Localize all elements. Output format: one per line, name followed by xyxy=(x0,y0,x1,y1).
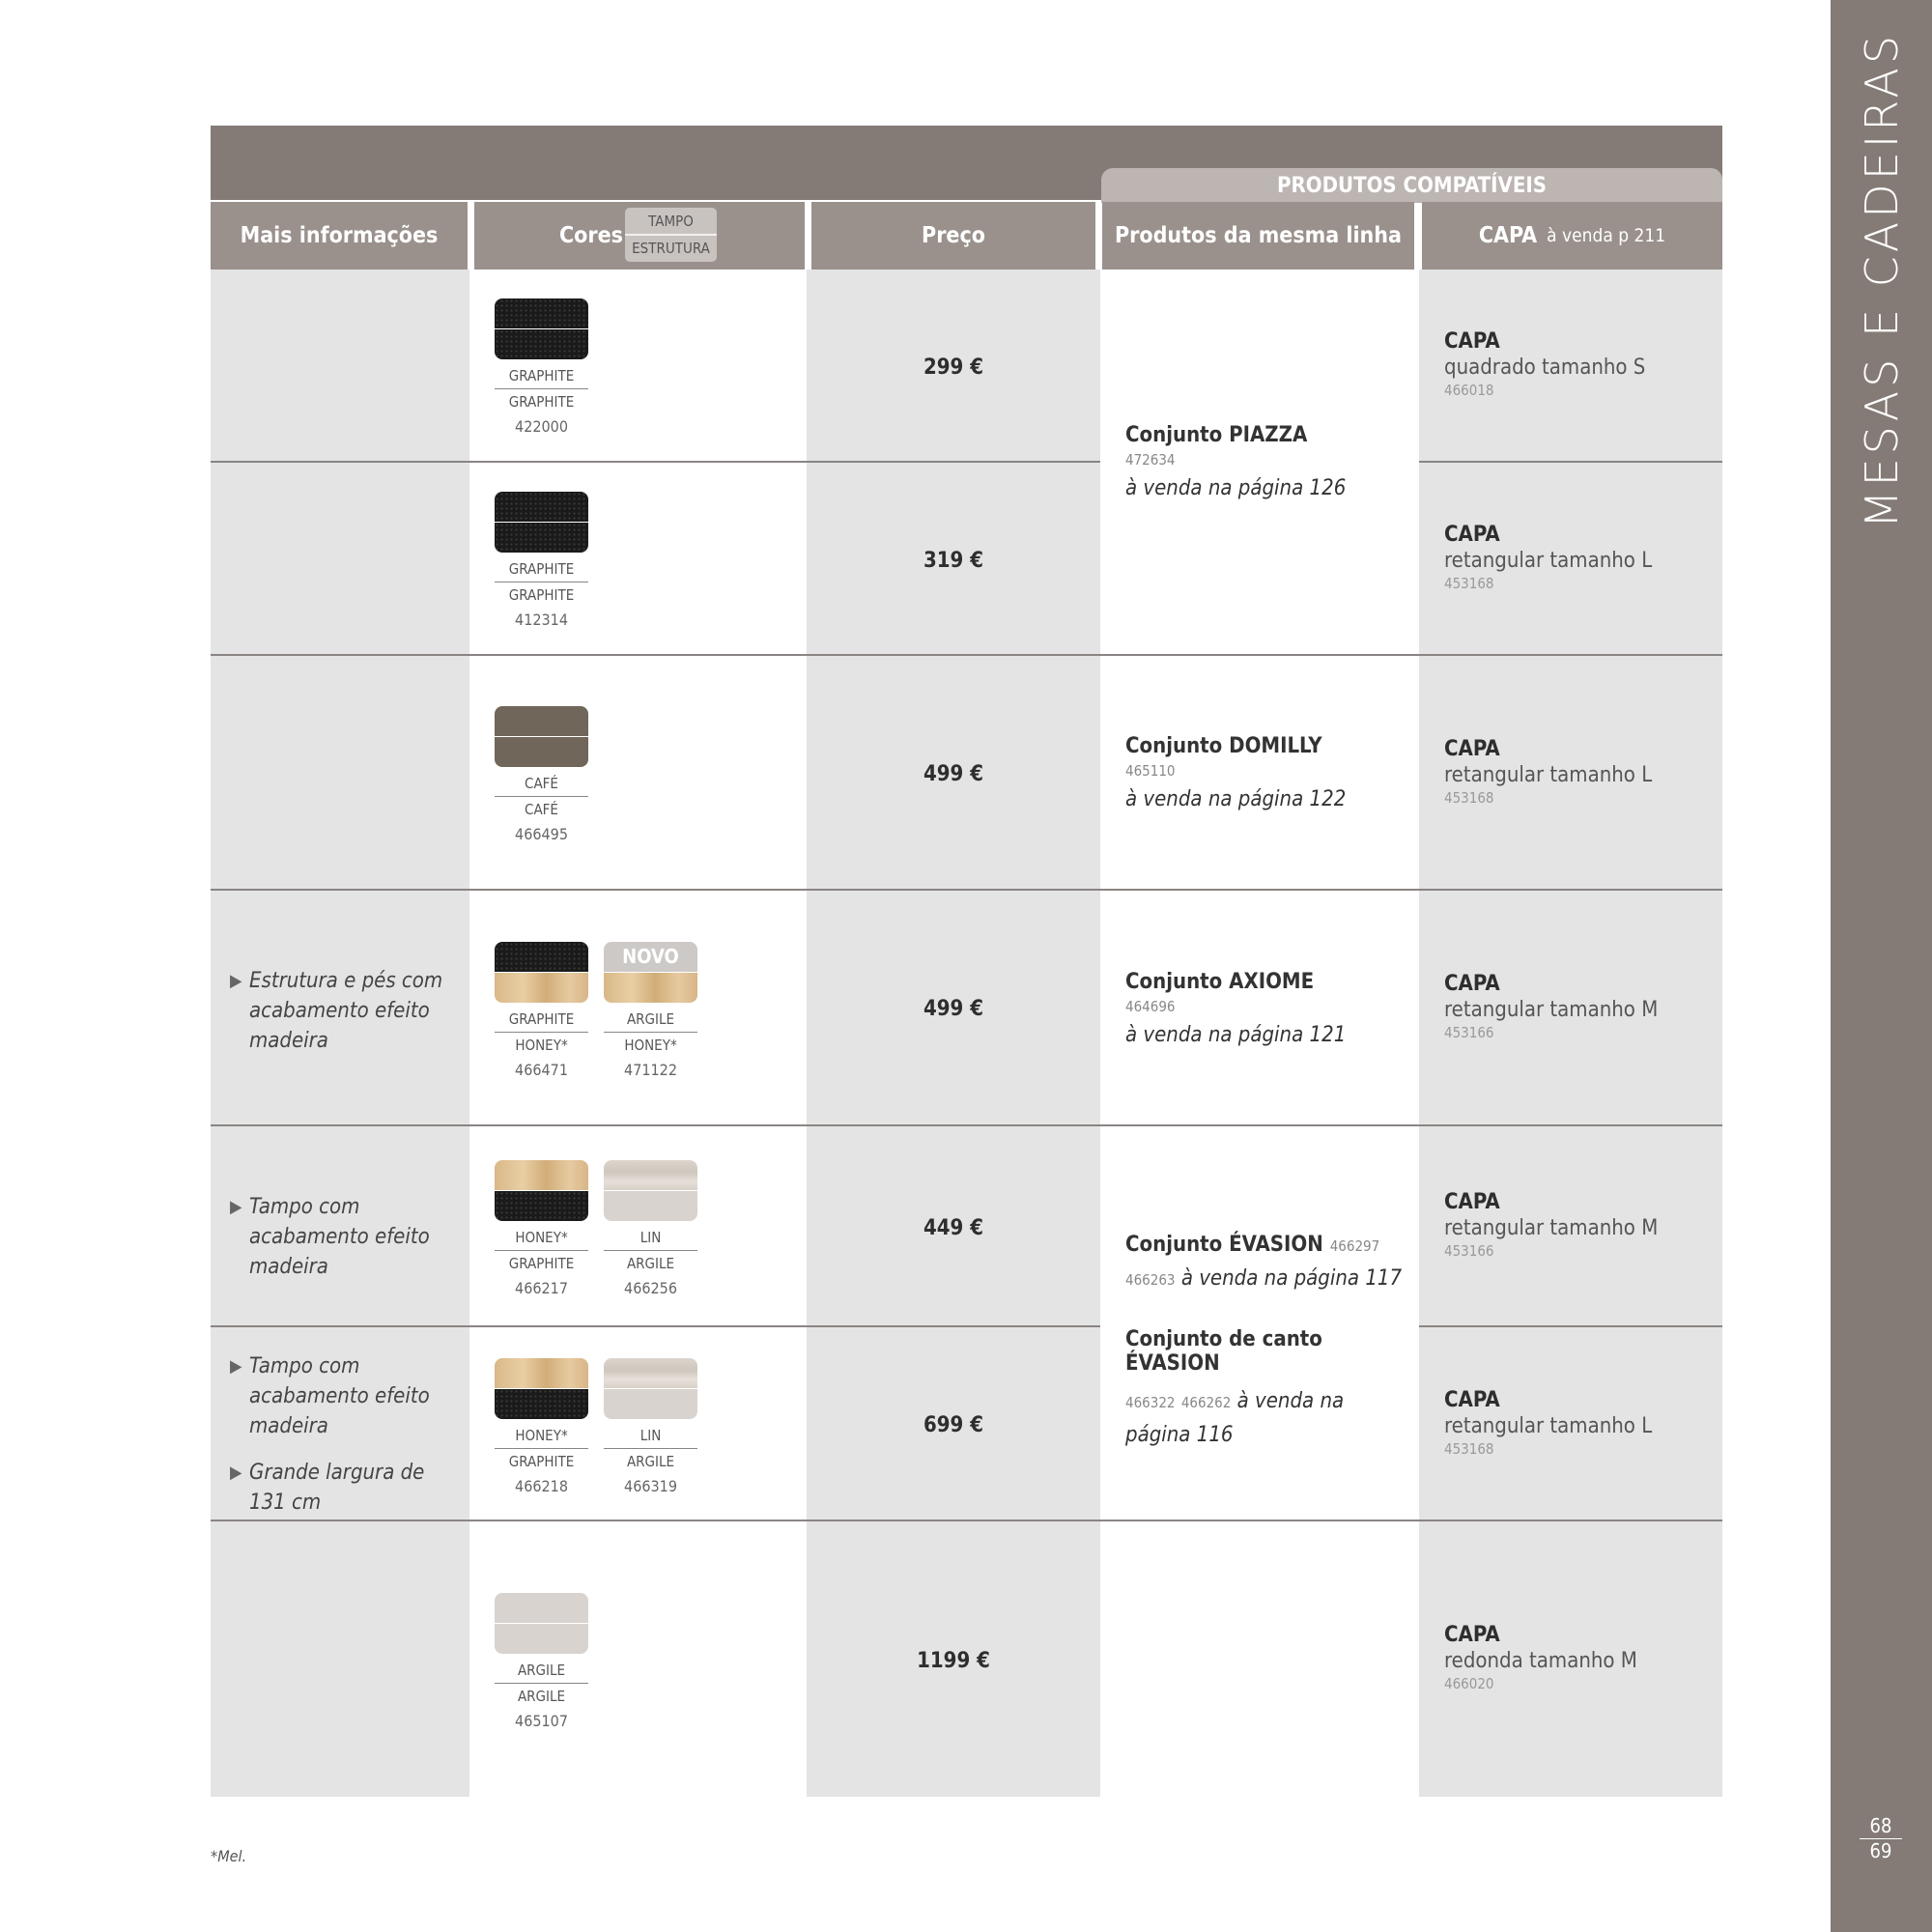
row-divider xyxy=(211,889,1722,891)
product-code: 465110 xyxy=(1125,762,1176,780)
capa-desc: retangular tamanho L xyxy=(1444,1414,1653,1438)
capa-block xyxy=(1444,972,1715,1041)
capa-desc: quadrado tamanho S xyxy=(1444,355,1646,380)
swatch-code: 466471 xyxy=(515,1061,568,1079)
product-name: Conjunto AXIOME xyxy=(1125,970,1315,994)
page-number-left: 68 xyxy=(1869,1814,1892,1837)
capa-desc: retangular tamanho M xyxy=(1444,1216,1659,1240)
product-name: Conjunto DOMILLY xyxy=(1125,734,1322,758)
legend-tampo: TAMPO xyxy=(625,208,717,236)
product-name: Conjunto PIAZZA xyxy=(1125,423,1308,447)
product-evasion xyxy=(1125,1233,1415,1291)
swatch xyxy=(495,1358,588,1499)
row-divider xyxy=(211,654,1722,656)
swatch-top-label: GRAPHITE xyxy=(495,1007,588,1033)
price: 319 € xyxy=(923,549,983,573)
more-info xyxy=(230,1351,462,1441)
product-code: 472634 xyxy=(1125,451,1176,469)
capa-code: 453168 xyxy=(1444,1440,1494,1458)
capa-desc: retangular tamanho M xyxy=(1444,998,1659,1022)
swatch-code: 465107 xyxy=(515,1712,568,1730)
bullet-triangle-icon: ▶ xyxy=(230,1197,242,1217)
swatch xyxy=(604,1160,697,1301)
swatch-bottom-label: HONEY* xyxy=(624,1037,677,1054)
price: 449 € xyxy=(923,1216,983,1240)
product-piazza xyxy=(1125,423,1415,500)
swatch-bottom-label: HONEY* xyxy=(515,1037,568,1054)
swatch-top-label: LIN xyxy=(604,1423,697,1449)
product-availability xyxy=(1125,1385,1415,1452)
more-info xyxy=(230,966,462,1056)
color-legend xyxy=(625,208,717,262)
capa-block xyxy=(1444,737,1715,807)
row-divider xyxy=(211,1124,1722,1126)
product-name xyxy=(1125,1233,1415,1257)
price: 699 € xyxy=(923,1413,983,1437)
capa-title: CAPA xyxy=(1444,523,1500,547)
capa-title: CAPA xyxy=(1444,329,1500,354)
product-evasion-corner xyxy=(1125,1327,1415,1452)
capa-title: CAPA xyxy=(1444,1623,1500,1647)
footnote: *Mel. xyxy=(211,1847,247,1865)
info-text: Tampo com acabamento efeito madeira xyxy=(249,1195,430,1279)
capa-code: 453168 xyxy=(1444,789,1494,807)
swatch xyxy=(495,942,588,1083)
info-text: Tampo com acabamento efeito madeira xyxy=(249,1354,430,1438)
product-availability-text: à venda na xyxy=(1236,1389,1345,1413)
capa-title: CAPA xyxy=(1444,1190,1500,1214)
capa-title: CAPA xyxy=(1444,1388,1500,1412)
color-chip xyxy=(495,1160,588,1221)
swatch xyxy=(495,492,588,633)
swatch-top-label: ARGILE xyxy=(495,1658,588,1684)
capa-code: 453168 xyxy=(1444,575,1494,592)
swatch-bottom-label: ARGILE xyxy=(517,1688,566,1705)
legend-estrutura: ESTRUTURA xyxy=(632,240,710,257)
swatch-bottom-label: CAFÉ xyxy=(525,801,558,818)
swatch xyxy=(604,1358,697,1499)
swatch-bottom-label: ARGILE xyxy=(626,1453,675,1470)
novo-badge: NOVO xyxy=(622,945,679,968)
swatch xyxy=(495,298,588,440)
capa-desc: redonda tamanho M xyxy=(1444,1649,1637,1673)
swatch-new xyxy=(604,942,697,1083)
swatch-bottom-label: ARGILE xyxy=(626,1255,675,1272)
capa-desc: retangular tamanho L xyxy=(1444,549,1653,573)
header-preco-label: Preço xyxy=(922,223,985,248)
capa-block xyxy=(1444,329,1715,399)
swatch xyxy=(495,706,588,847)
bullet-triangle-icon: ▶ xyxy=(230,1463,242,1483)
product-availability: à venda na página 122 xyxy=(1125,787,1347,811)
header-produtos xyxy=(1102,202,1414,270)
header-preco xyxy=(811,202,1095,270)
header-produtos-label: Produtos da mesma linha xyxy=(1115,223,1402,248)
swatch-bottom-label: GRAPHITE xyxy=(508,393,575,411)
color-chip xyxy=(604,1358,697,1419)
swatch-top-label: CAFÉ xyxy=(495,771,588,797)
swatch-code: 412314 xyxy=(515,611,568,629)
row-divider xyxy=(1419,1325,1722,1327)
product-availability: à venda na página 126 xyxy=(1125,476,1347,500)
price: 499 € xyxy=(923,997,983,1021)
product-code: 466322 xyxy=(1125,1394,1176,1411)
product-name: Conjunto de canto ÉVASION xyxy=(1125,1327,1322,1376)
capa-block xyxy=(1444,1388,1715,1458)
swatch-bottom-label: GRAPHITE xyxy=(508,1453,575,1470)
swatch-code: 466495 xyxy=(515,825,568,843)
swatch-top-label: HONEY* xyxy=(495,1225,588,1251)
header-capa-label: CAPA xyxy=(1478,223,1538,248)
swatch-top-label: GRAPHITE xyxy=(495,556,588,582)
swatch-top-label: ARGILE xyxy=(604,1007,697,1033)
product-code: 466262 xyxy=(1180,1394,1232,1411)
row-divider xyxy=(211,1325,1100,1327)
column-preco xyxy=(807,270,1100,1797)
bullet-triangle-icon: ▶ xyxy=(230,971,242,991)
more-info xyxy=(230,1192,462,1282)
capa-block xyxy=(1444,523,1715,592)
swatch-top-label: LIN xyxy=(604,1225,697,1251)
swatch-bottom-label: GRAPHITE xyxy=(508,1255,575,1272)
swatch-code: 466217 xyxy=(515,1279,568,1297)
header-mais-informacoes xyxy=(211,202,468,270)
capa-code: 466020 xyxy=(1444,1675,1494,1692)
header-mais-label: Mais informações xyxy=(240,223,439,248)
product-code: 466297 xyxy=(1329,1237,1380,1255)
capa-title: CAPA xyxy=(1444,972,1500,996)
price: 1199 € xyxy=(917,1649,990,1673)
swatch-code: 466218 xyxy=(515,1477,568,1495)
color-chip xyxy=(604,1160,697,1221)
capa-code: 453166 xyxy=(1444,1242,1494,1260)
capa-code: 466018 xyxy=(1444,382,1494,399)
section-title: MESAS E CADEIRAS xyxy=(1856,31,1908,529)
product-name-text: Conjunto ÉVASION xyxy=(1125,1233,1323,1257)
swatch-code: 466256 xyxy=(624,1279,677,1297)
swatch-code: 471122 xyxy=(624,1061,677,1079)
swatch-bottom-label: GRAPHITE xyxy=(508,586,575,604)
price: 299 € xyxy=(923,355,983,380)
color-chip xyxy=(495,942,588,1003)
product-domilly xyxy=(1125,734,1415,811)
compatible-products-tab: PRODUTOS COMPATÍVEIS xyxy=(1101,168,1722,203)
color-chip xyxy=(604,942,697,1003)
color-chip xyxy=(495,1358,588,1419)
swatch-top-label: GRAPHITE xyxy=(495,363,588,389)
swatch xyxy=(495,1593,588,1734)
capa-code: 453166 xyxy=(1444,1024,1494,1041)
row-divider xyxy=(211,1520,1722,1521)
swatch-top-label: HONEY* xyxy=(495,1423,588,1449)
header-capa-sub: à venda p 211 xyxy=(1547,225,1666,246)
color-chip xyxy=(495,492,588,553)
row-divider xyxy=(211,461,1100,463)
info-text: Estrutura e pés com acabamento efeito madeira xyxy=(249,969,443,1053)
swatch-code: 422000 xyxy=(515,417,568,436)
swatch-code: 466319 xyxy=(624,1477,677,1495)
product-code: 466263 xyxy=(1125,1271,1176,1289)
info-text: Grande largura de 131 cm xyxy=(249,1461,425,1515)
row-divider xyxy=(1419,461,1722,463)
color-chip xyxy=(495,706,588,767)
product-availability-text: página 116 xyxy=(1125,1423,1234,1447)
bullet-triangle-icon: ▶ xyxy=(230,1356,242,1377)
swatch xyxy=(495,1160,588,1301)
capa-desc: retangular tamanho L xyxy=(1444,763,1653,787)
product-code: 464696 xyxy=(1125,998,1176,1015)
capa-title: CAPA xyxy=(1444,737,1500,761)
product-availability xyxy=(1125,1266,1415,1291)
product-availability: à venda na página 121 xyxy=(1125,1023,1347,1047)
page-number-right: 69 xyxy=(1860,1838,1902,1862)
capa-block xyxy=(1444,1623,1715,1692)
more-info xyxy=(230,1458,462,1518)
color-chip xyxy=(495,298,588,359)
header-capa xyxy=(1422,202,1722,270)
color-chip xyxy=(495,1593,588,1654)
header-cores-label: Cores xyxy=(559,223,623,248)
product-availability-text: à venda na página 117 xyxy=(1180,1266,1403,1291)
product-axiome xyxy=(1125,970,1415,1047)
capa-block xyxy=(1444,1190,1715,1260)
price: 499 € xyxy=(923,762,983,786)
